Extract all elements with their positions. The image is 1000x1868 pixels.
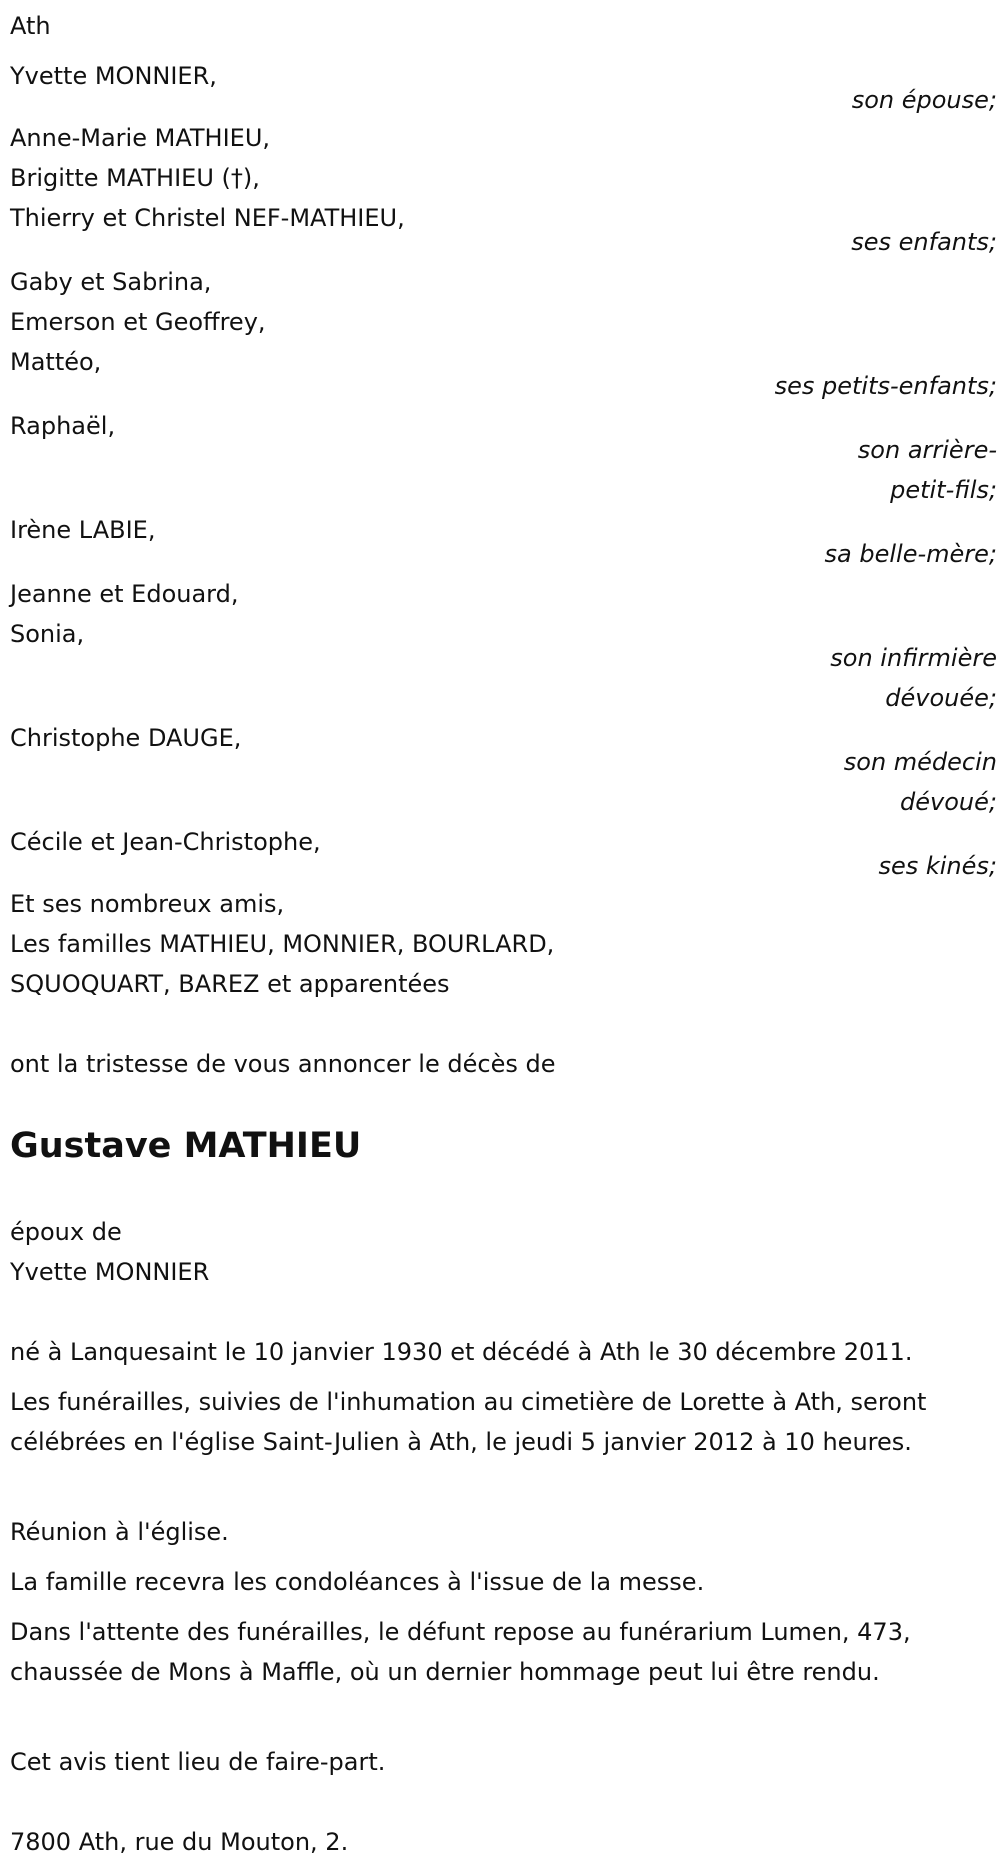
relation-label: dévouée; [885, 684, 997, 712]
relation-label: ses kinés; [878, 852, 997, 880]
family-name-line: Anne-Marie MATHIEU, [10, 124, 271, 152]
family-name-line: Thierry et Christel NEF-MATHIEU, [10, 204, 405, 232]
family-name-line: Cécile et Jean-Christophe, [10, 828, 321, 856]
meeting-text: Réunion à l'église. [10, 1518, 229, 1546]
funeral-details-text: Les funérailles, suivies de l'inhumation au cimetière de Lorette à Ath, seront célébrées en l'église Saint-Julien à Ath, le jeudi 5 janvier 2012 à 10 heures. [10, 1388, 927, 1456]
relation-label: ses enfants; [851, 228, 997, 256]
notice-text: Cet avis tient lieu de faire-part. [10, 1748, 386, 1776]
condolences-text: La famille recevra les condoléances à l'issue de la messe. [10, 1568, 705, 1596]
relation-label: son infirmière [830, 644, 997, 672]
family-name-line: Raphaël, [10, 412, 116, 440]
relation-label: sa belle-mère; [824, 540, 997, 568]
deceased-name: Gustave MATHIEU [10, 1126, 362, 1166]
family-name-line: Yvette MONNIER, [10, 62, 217, 90]
family-name-line: Mattéo, [10, 348, 102, 376]
family-name-line: Irène LABIE, [10, 516, 156, 544]
relation-label: son arrière- [857, 436, 997, 464]
relation-label: son médecin [843, 748, 997, 776]
city-heading: Ath [10, 12, 51, 40]
relation-label: ses petits-enfants; [774, 372, 997, 400]
family-name-line: Brigitte MATHIEU (†), [10, 164, 260, 192]
others-line: Et ses nombreux amis, [10, 890, 285, 918]
funerarium-text: Dans l'attente des funérailles, le défunt repose au funérarium Lumen, 473, chaussée de Mons à Maffle, où un dernier hommage peut lui être rendu. [10, 1618, 911, 1686]
announcement-text: ont la tristesse de vous annoncer le décès de [10, 1050, 556, 1078]
others-line: SQUOQUART, BAREZ et apparentées [10, 970, 450, 998]
spouse-line: époux de [10, 1218, 122, 1246]
address-text: 7800 Ath, rue du Mouton, 2. [10, 1828, 349, 1856]
relation-label: dévoué; [900, 788, 997, 816]
family-name-line: Jeanne et Edouard, [10, 580, 239, 608]
spouse-line: Yvette MONNIER [10, 1258, 210, 1286]
birth-death-text: né à Lanquesaint le 10 janvier 1930 et décédé à Ath le 30 décembre 2011. [10, 1338, 913, 1366]
relation-label: son épouse; [851, 86, 997, 114]
family-name-line: Sonia, [10, 620, 85, 648]
relation-label: petit-fils; [890, 476, 997, 504]
others-line: Les familles MATHIEU, MONNIER, BOURLARD, [10, 930, 555, 958]
family-name-line: Christophe DAUGE, [10, 724, 242, 752]
family-name-line: Emerson et Geoffrey, [10, 308, 266, 336]
family-name-line: Gaby et Sabrina, [10, 268, 212, 296]
